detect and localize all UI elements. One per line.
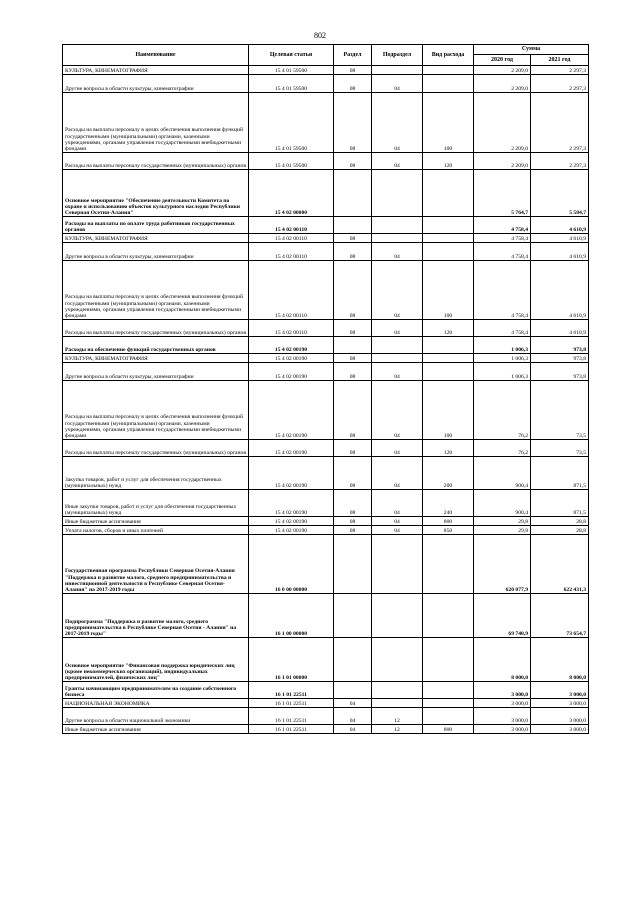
cell-section: 08 — [334, 440, 372, 457]
cell-expense-type: 240 — [423, 490, 474, 517]
cell-subsection — [372, 337, 423, 354]
cell-section — [334, 638, 372, 682]
cell-sum-2020: 2 209,0 — [474, 66, 531, 75]
cell-sum-2020: 5 764,7 — [474, 170, 531, 217]
cell-expense-type — [423, 699, 474, 708]
cell-sum-2021: 2 297,3 — [531, 153, 589, 170]
cell-subsection: 12 — [372, 708, 423, 725]
cell-name: Иные закупки товаров, работ и услуг для обеспечения государственных (муниципальных) нужд — [63, 490, 249, 517]
table-row — [63, 93, 589, 153]
cell-subsection: 04 — [372, 381, 423, 440]
cell-name: Расходы на выплаты по оплате труда работников государственных органов — [63, 217, 249, 234]
cell-target: 15 4 02 00190 — [249, 526, 334, 535]
cell-expense-type — [423, 708, 474, 725]
cell-section: 08 — [334, 75, 372, 93]
cell-subsection: 04 — [372, 490, 423, 517]
cell-target: 15 4 02 00190 — [249, 440, 334, 457]
cell-section: 08 — [334, 234, 372, 243]
cell-name: Уплата налогов, сборов и иных платежей — [63, 526, 249, 535]
cell-sum-2020: 1 006,3 — [474, 354, 531, 363]
table-row — [63, 217, 589, 234]
cell-name: Другие вопросы в области национальной экономики — [63, 708, 249, 725]
cell-sum-2020: 2 209,0 — [474, 93, 531, 153]
cell-section: 08 — [334, 153, 372, 170]
header-section: Раздел — [334, 45, 372, 66]
cell-expense-type: 800 — [423, 725, 474, 734]
cell-target: 15 4 02 00110 — [249, 243, 334, 261]
cell-sum-2020: 8 000,0 — [474, 638, 531, 682]
cell-subsection — [372, 535, 423, 594]
cell-target: 15 4 02 00110 — [249, 320, 334, 337]
cell-target: 15 4 02 00000 — [249, 170, 334, 217]
table-row — [63, 440, 589, 457]
cell-sum-2021: 973,8 — [531, 354, 589, 363]
cell-sum-2020: 76,2 — [474, 381, 531, 440]
table-row — [63, 490, 589, 517]
cell-name: Расходы на выплаты персоналу в целях обеспечения выполнения функций государственными (муниципальными) органами, казенными учреждениями, органами управления государственными внебюджетными фондами — [63, 93, 249, 153]
header-name: Наименование — [63, 45, 249, 66]
cell-sum-2020: 1 006,3 — [474, 363, 531, 381]
cell-sum-2021: 871,5 — [531, 490, 589, 517]
cell-subsection — [372, 217, 423, 234]
cell-subsection: 04 — [372, 517, 423, 526]
cell-sum-2020: 4 758,4 — [474, 243, 531, 261]
cell-section: 08 — [334, 490, 372, 517]
header-target: Целевая статья — [249, 45, 334, 66]
cell-target: 16 0 00 00000 — [249, 535, 334, 594]
table-row — [63, 381, 589, 440]
cell-subsection — [372, 170, 423, 217]
cell-expense-type: 200 — [423, 457, 474, 490]
cell-target: 15 4 02 00110 — [249, 234, 334, 243]
cell-sum-2020: 29,8 — [474, 526, 531, 535]
cell-target: 15 4 02 00110 — [249, 261, 334, 320]
cell-sum-2020: 4 758,4 — [474, 261, 531, 320]
cell-name: Другие вопросы в области культуры, кинематографии — [63, 363, 249, 381]
table-row — [63, 699, 589, 708]
cell-sum-2020: 76,2 — [474, 440, 531, 457]
cell-expense-type — [423, 337, 474, 354]
table-row — [63, 261, 589, 320]
cell-sum-2021: 973,8 — [531, 337, 589, 354]
page-number: 802 — [314, 31, 326, 40]
cell-section: 08 — [334, 381, 372, 440]
table-row — [63, 153, 589, 170]
table-row — [63, 457, 589, 490]
cell-section: 04 — [334, 708, 372, 725]
cell-sum-2021: 8 000,0 — [531, 638, 589, 682]
cell-sum-2021: 4 610,9 — [531, 261, 589, 320]
cell-expense-type: 850 — [423, 526, 474, 535]
cell-target: 16 1 01 22511 — [249, 725, 334, 734]
cell-target: 15 4 01 59500 — [249, 93, 334, 153]
cell-name: Расходы на выплаты персоналу в целях обеспечения выполнения функций государственными (муниципальными) органами, казенными учреждениями, органами управления государственными внебюджетными фондами — [63, 261, 249, 320]
cell-name: Расходы на обеспечение функций государственных органов — [63, 337, 249, 354]
cell-subsection: 04 — [372, 153, 423, 170]
cell-sum-2021: 73,5 — [531, 440, 589, 457]
cell-expense-type — [423, 234, 474, 243]
cell-sum-2021: 2 297,3 — [531, 93, 589, 153]
cell-section: 08 — [334, 261, 372, 320]
cell-subsection: 04 — [372, 261, 423, 320]
cell-subsection — [372, 234, 423, 243]
cell-subsection — [372, 354, 423, 363]
cell-sum-2020: 29,8 — [474, 517, 531, 526]
cell-sum-2021: 3 000,0 — [531, 682, 589, 699]
cell-name: Государственная программа Республики Северная Осетия-Алания "Поддержка и развитие малого, среднего предпринимательства и инвестиционной деятельности в Республике Северная Осетия-Алания" на 2017-2019 годы — [63, 535, 249, 594]
cell-sum-2021: 4 610,9 — [531, 217, 589, 234]
cell-name: Иные бюджетные ассигнования — [63, 725, 249, 734]
cell-target: 15 4 02 00190 — [249, 363, 334, 381]
table-row — [63, 234, 589, 243]
cell-sum-2020: 3 000,0 — [474, 699, 531, 708]
cell-name: Другие вопросы в области культуры, кинематографии — [63, 243, 249, 261]
cell-target: 16 1 01 22511 — [249, 699, 334, 708]
cell-sum-2021: 2 297,3 — [531, 66, 589, 75]
cell-sum-2020: 4 758,4 — [474, 217, 531, 234]
cell-expense-type — [423, 594, 474, 638]
table-row — [63, 354, 589, 363]
table-row — [63, 594, 589, 638]
table-row — [63, 66, 589, 75]
cell-section: 08 — [334, 354, 372, 363]
cell-sum-2021: 2 297,3 — [531, 75, 589, 93]
cell-target: 16 1 01 22511 — [249, 708, 334, 725]
cell-sum-2021: 3 000,0 — [531, 708, 589, 725]
cell-target: 15 4 02 00110 — [249, 217, 334, 234]
table-row — [63, 75, 589, 93]
table-row — [63, 526, 589, 535]
cell-name: Подпрограмма "Поддержка и развитие малого, среднего предпринимательства в Республике Северная Осетия - Алания" на 2017-2019 годы" — [63, 594, 249, 638]
cell-target: 16 1 01 22511 — [249, 682, 334, 699]
cell-expense-type — [423, 363, 474, 381]
cell-subsection: 12 — [372, 725, 423, 734]
cell-expense-type: 800 — [423, 517, 474, 526]
cell-expense-type: 100 — [423, 381, 474, 440]
cell-name: КУЛЬТУРА, КИНЕМАТОГРАФИЯ — [63, 354, 249, 363]
cell-sum-2020: 2 209,0 — [474, 75, 531, 93]
cell-target: 15 4 01 59500 — [249, 75, 334, 93]
cell-sum-2020: 3 000,0 — [474, 682, 531, 699]
cell-expense-type — [423, 217, 474, 234]
cell-sum-2021: 5 584,7 — [531, 170, 589, 217]
cell-name: КУЛЬТУРА, КИНЕМАТОГРАФИЯ — [63, 66, 249, 75]
cell-subsection: 04 — [372, 93, 423, 153]
cell-subsection — [372, 594, 423, 638]
table-row — [63, 170, 589, 217]
cell-section: 04 — [334, 699, 372, 708]
cell-target: 16 1 01 00000 — [249, 638, 334, 682]
cell-section: 04 — [334, 725, 372, 734]
cell-sum-2020: 620 077,9 — [474, 535, 531, 594]
cell-sum-2021: 28,8 — [531, 526, 589, 535]
cell-subsection: 04 — [372, 457, 423, 490]
cell-sum-2020: 2 209,0 — [474, 153, 531, 170]
cell-sum-2021: 973,8 — [531, 363, 589, 381]
cell-target: 15 4 01 59500 — [249, 66, 334, 75]
cell-sum-2020: 900,4 — [474, 490, 531, 517]
cell-subsection — [372, 638, 423, 682]
cell-sum-2021: 3 000,0 — [531, 699, 589, 708]
cell-target: 15 4 02 00190 — [249, 490, 334, 517]
cell-target: 15 4 02 00190 — [249, 457, 334, 490]
cell-expense-type: 100 — [423, 93, 474, 153]
cell-section: 08 — [334, 517, 372, 526]
header-subsection: Подраздел — [372, 45, 423, 66]
table-row — [63, 243, 589, 261]
cell-expense-type — [423, 535, 474, 594]
cell-expense-type: 100 — [423, 261, 474, 320]
cell-sum-2020: 4 758,4 — [474, 320, 531, 337]
cell-sum-2021: 871,5 — [531, 457, 589, 490]
cell-sum-2021: 73,5 — [531, 381, 589, 440]
cell-name: Расходы на выплаты персоналу государственных (муниципальных) органов — [63, 440, 249, 457]
table-row — [63, 337, 589, 354]
cell-section: 08 — [334, 526, 372, 535]
cell-name: Иные бюджетные ассигнования — [63, 517, 249, 526]
cell-target: 15 4 02 00190 — [249, 354, 334, 363]
cell-sum-2021: 4 610,9 — [531, 243, 589, 261]
cell-name: Основное мероприятие "Обеспечение деятельности Комитета по охране и использованию объектов культурного наследия Республики Северная Осетия-Алания" — [63, 170, 249, 217]
cell-sum-2021: 4 610,9 — [531, 234, 589, 243]
cell-name: Основное мероприятие "Финансовая поддержка юридических лиц (кроме некоммерческих организаций), индивидуальных предпринимателей, физических лиц" — [63, 638, 249, 682]
cell-sum-2020: 900,4 — [474, 457, 531, 490]
cell-subsection: 04 — [372, 243, 423, 261]
cell-section: 08 — [334, 363, 372, 381]
cell-name: Закупка товаров, работ и услуг для обеспечения государственных (муниципальных) нужд — [63, 457, 249, 490]
cell-subsection: 04 — [372, 320, 423, 337]
cell-sum-2020: 1 006,3 — [474, 337, 531, 354]
cell-expense-type: 120 — [423, 440, 474, 457]
cell-sum-2020: 69 740,9 — [474, 594, 531, 638]
table-row — [63, 517, 589, 526]
cell-section: 08 — [334, 243, 372, 261]
cell-sum-2020: 4 758,4 — [474, 234, 531, 243]
cell-target: 15 4 02 00190 — [249, 381, 334, 440]
cell-subsection: 04 — [372, 526, 423, 535]
cell-sum-2021: 73 654,7 — [531, 594, 589, 638]
cell-section — [334, 535, 372, 594]
cell-expense-type — [423, 354, 474, 363]
cell-target: 15 4 02 00190 — [249, 337, 334, 354]
cell-section — [334, 217, 372, 234]
cell-sum-2021: 28,8 — [531, 517, 589, 526]
cell-expense-type: 120 — [423, 320, 474, 337]
cell-name: НАЦИОНАЛЬНАЯ ЭКОНОМИКА — [63, 699, 249, 708]
table-row — [63, 320, 589, 337]
cell-expense-type — [423, 170, 474, 217]
cell-expense-type — [423, 638, 474, 682]
cell-subsection: 04 — [372, 75, 423, 93]
cell-name: Расходы на выплаты персоналу государственных (муниципальных) органов — [63, 153, 249, 170]
cell-expense-type: 120 — [423, 153, 474, 170]
header-year-2021: 2021 год — [531, 55, 589, 66]
cell-section — [334, 337, 372, 354]
cell-subsection: 04 — [372, 363, 423, 381]
cell-section: 08 — [334, 66, 372, 75]
header-sum: Сумма — [474, 45, 589, 55]
table-row — [63, 708, 589, 725]
cell-sum-2021: 622 431,3 — [531, 535, 589, 594]
cell-sum-2020: 3 000,0 — [474, 708, 531, 725]
table-row — [63, 682, 589, 699]
cell-expense-type — [423, 66, 474, 75]
cell-subsection: 04 — [372, 440, 423, 457]
cell-section — [334, 682, 372, 699]
cell-section: 08 — [334, 320, 372, 337]
cell-sum-2021: 3 000,0 — [531, 725, 589, 734]
cell-target: 16 1 00 00000 — [249, 594, 334, 638]
table-row — [63, 725, 589, 734]
table-row — [63, 535, 589, 594]
cell-name: Расходы на выплаты персоналу государственных (муниципальных) органов — [63, 320, 249, 337]
table-body — [63, 66, 589, 734]
cell-subsection — [372, 66, 423, 75]
cell-section: 08 — [334, 93, 372, 153]
cell-sum-2020: 3 000,0 — [474, 725, 531, 734]
table-header — [63, 45, 589, 66]
cell-expense-type — [423, 682, 474, 699]
cell-target: 15 4 02 00190 — [249, 517, 334, 526]
cell-expense-type — [423, 243, 474, 261]
header-year-2020: 2020 год — [474, 55, 531, 66]
budget-table — [62, 44, 589, 734]
cell-name: Расходы на выплаты персоналу в целях обеспечения выполнения функций государственными (муниципальными) органами, казенными учреждениями, органами управления государственными внебюджетными фондами — [63, 381, 249, 440]
table-row — [63, 638, 589, 682]
cell-name: Другие вопросы в области культуры, кинематографии — [63, 75, 249, 93]
cell-target: 15 4 01 59500 — [249, 153, 334, 170]
cell-expense-type — [423, 75, 474, 93]
cell-section — [334, 170, 372, 217]
cell-name: КУЛЬТУРА, КИНЕМАТОГРАФИЯ — [63, 234, 249, 243]
table-row — [63, 363, 589, 381]
header-expense-type: Вид расхода — [423, 45, 474, 66]
cell-name: Гранты начинающим предпринимателям на создание собственного бизнеса — [63, 682, 249, 699]
cell-sum-2021: 4 610,9 — [531, 320, 589, 337]
cell-section: 08 — [334, 457, 372, 490]
cell-subsection — [372, 682, 423, 699]
cell-section — [334, 594, 372, 638]
cell-subsection — [372, 699, 423, 708]
